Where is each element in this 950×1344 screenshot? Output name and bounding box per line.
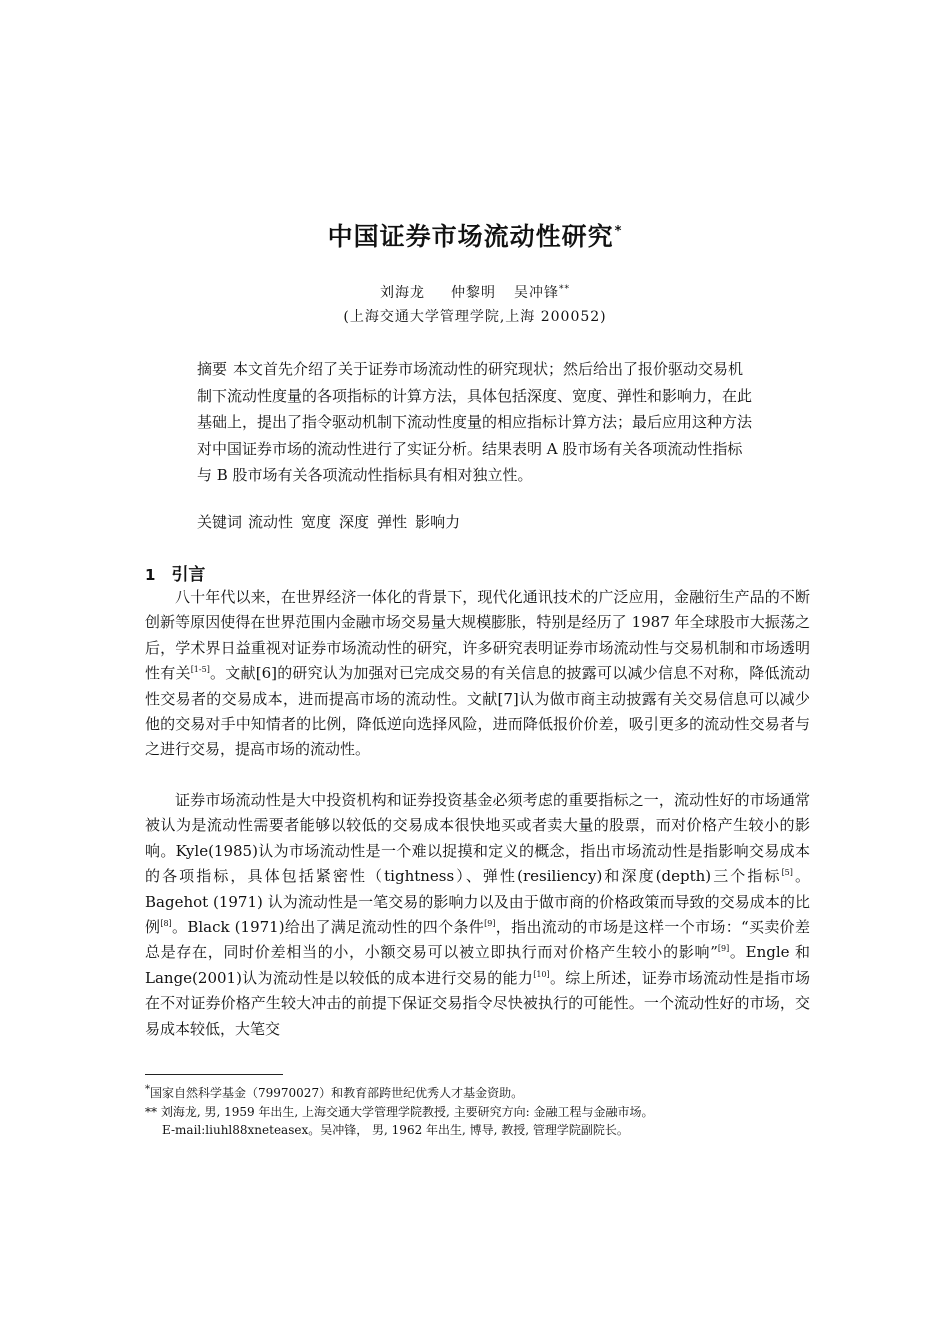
footnotes [145, 1081, 810, 1140]
keyword: 流动性 [248, 513, 294, 531]
footnote-mark: * [145, 1084, 150, 1095]
section-title: 引言 [171, 565, 206, 585]
affiliation: (上海交通大学管理学院,上海 200052) [343, 309, 607, 325]
keywords [197, 511, 757, 532]
title-text: 中国证券市场流动性研究 [327, 221, 614, 251]
citation: [8] [160, 919, 172, 929]
author-footnote-mark: ** [559, 284, 570, 295]
para-text: 。Black (1971)给出了满足流动性的四个条件 [171, 918, 485, 937]
citation: [9] [717, 944, 730, 954]
keywords-label: 关键词 [197, 513, 243, 531]
author-1: 刘海龙 [380, 285, 425, 301]
citation: [9] [484, 919, 496, 929]
keyword: 弹性 [377, 513, 408, 531]
body-paragraph-2 [145, 788, 810, 1042]
paper-title [0, 217, 950, 253]
body-paragraph-1 [145, 585, 810, 763]
citation: [1-5] [190, 665, 210, 675]
para-text: 。Engle 和 Lange(2001)认为流动性是以较低的成本进行交易的能力 [145, 943, 810, 987]
para-text: 八十年代以来，在世界经济一体化的背景下，现代化通讯技术的广泛应用，金融衍生产品的不断创新等原因使得在世界范围内金融市场交易量大规模膨胀，特别是经历了 1987 年全球股市大振荡之后，学术界日益重视对证券市场流动性的研究，许多研究表明证券市场流动性与交易机制和市场透明性有关 [145, 588, 810, 683]
footnote-text: 国家自然科学基金（79970027）和教育部跨世纪优秀人才基金资助。 [150, 1086, 524, 1100]
footnote-1 [145, 1081, 810, 1103]
keyword: 深度 [339, 513, 370, 531]
author-3: 吴冲锋 [514, 285, 559, 301]
para-text: 证券市场流动性是大中投资机构和证券投资基金必须考虑的重要指标之一，流动性好的市场通常被认为是流动性需要者能够以较低的交易成本很快地买或者卖大量的股票，而对价格产生较小的影响。Kyle(1985)认为市场流动性是一个难以捉摸和定义的概念，指出市场流动性是指影响交易成本的各项指标，具体包括紧密性（tightness）、弹性(resiliency)和深度(depth)三个指标 [145, 791, 810, 886]
para-text: 。综上所述，证券市场流动性是指市场在不对证券价格产生较大冲击的前提下保证交易指令尽快被执行的可能性。一个流动性好的市场，交易成本较低，大笔交 [145, 968, 810, 1038]
keyword: 宽度 [301, 513, 332, 531]
footnote-divider [145, 1074, 283, 1075]
footnote-2: ** 刘海龙, 男, 1959 年出生, 上海交通大学管理学院教授, 主要研究方向: 金融工程与金融市场。 [145, 1104, 654, 1119]
para-text: ，指出流动的市场是这样一个市场：“买卖价差总是存在，同时价差相当的小，小额交易可以被立即执行而对价格产生较小的影响” [145, 918, 810, 962]
abstract [197, 356, 757, 489]
para-text: 。Bagehot (1971) 认为流动性是一笔交易的影响力以及由于做市商的价格政策而导致的交易成本的比例 [145, 867, 810, 937]
keyword: 影响力 [415, 513, 461, 531]
citation: [10] [533, 969, 550, 979]
footnote-3: E-mail:liuhl88xneteasex。吴冲锋， 男, 1962 年出生, 博导, 教授, 管理学院副院长。 [162, 1123, 629, 1137]
abstract-label: 摘要 [197, 360, 228, 378]
title-footnote-mark: * [614, 224, 623, 240]
abstract-text: 本文首先介绍了关于证券市场流动性的研究现状；然后给出了报价驱动交易机制下流动性度量的各项指标的计算方法，具体包括深度、宽度、弹性和影响力，在此基础上，提出了指令驱动机制下流动性度量的相应指标计算方法；最后应用这种方法对中国证券市场的流动性进行了实证分析。结果表明 A 股市场有关各项流动性指标与 B 股市场有关各项流动性指标具有相对独立性。 [197, 360, 753, 484]
section-number: 1 [145, 566, 156, 584]
para-text: 。文献[6]的研究认为加强对已完成交易的有关信息的披露可以减少信息不对称，降低流动性交易者的交易成本，进而提高市场的流动性。文献[7]认为做市商主动披露有关交易信息可以减少他的交易对手中知情者的比例，降低逆向选择风险，进而降低报价价差，吸引更多的流动性交易者与之进行交易，提高市场的流动性。 [145, 664, 810, 759]
author-line [0, 282, 950, 302]
citation: [5] [781, 868, 793, 878]
author-2: 仲黎明 [451, 285, 496, 301]
section-heading [145, 560, 205, 585]
